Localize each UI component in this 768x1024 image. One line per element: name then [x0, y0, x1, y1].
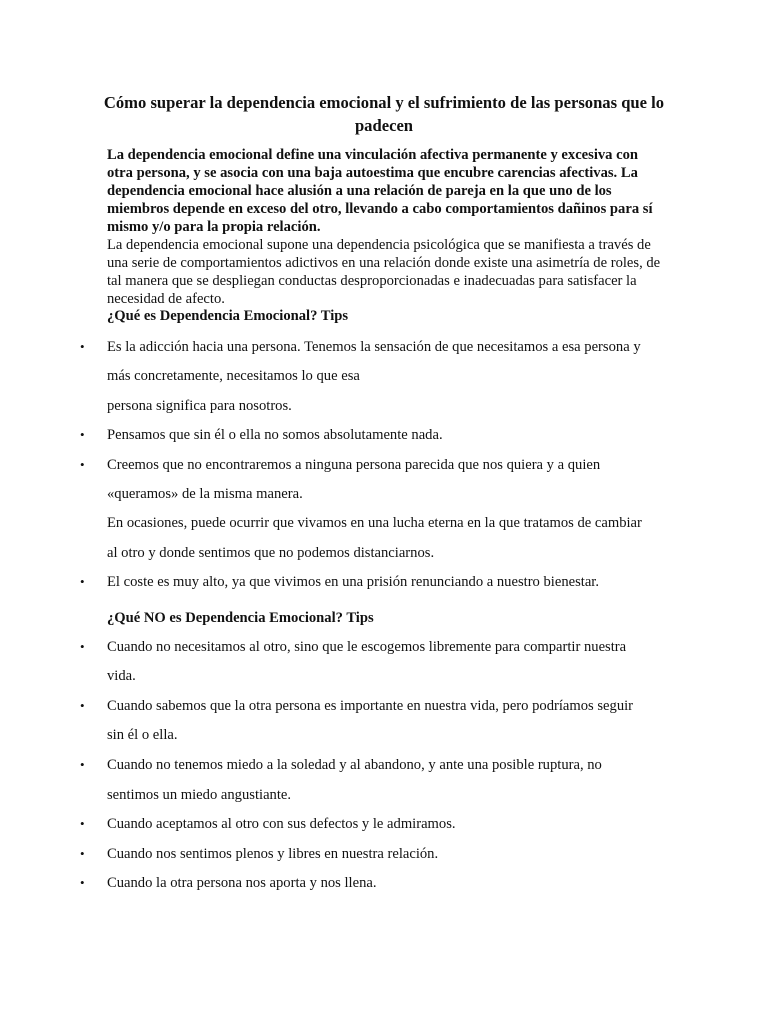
list-item-text: al otro y donde sentimos que no podemos distanciarnos.	[107, 545, 435, 561]
list-item-text: Cuando la otra persona nos aporta y nos llena.	[107, 875, 377, 891]
list-item-text: Pensamos que sin él o ella no somos absolutamente nada.	[107, 427, 443, 443]
bullet-icon: •	[80, 816, 85, 831]
bullet-icon: •	[80, 875, 85, 890]
list-item-text: Cuando sabemos que la otra persona es importante en nuestra vida, pero podríamos seguir	[107, 698, 634, 714]
bullet-icon: •	[80, 339, 85, 354]
list-item-text: sin él o ella.	[107, 727, 178, 743]
bullet-icon: •	[80, 757, 85, 772]
bullet-icon: •	[80, 427, 85, 442]
list-item-text: persona significa para nosotros.	[107, 398, 292, 414]
bullet-icon: •	[80, 457, 85, 472]
list-item-text: Cuando aceptamos al otro con sus defectos y le admiramos.	[107, 816, 456, 832]
bullet-icon: •	[80, 698, 85, 713]
list-item-text: más concretamente, necesitamos lo que esa	[107, 368, 360, 384]
list-item-text: El coste es muy alto, ya que vivimos en una prisión renunciando a nuestro bienestar.	[107, 574, 600, 590]
section-heading-what-is-not: ¿Qué NO es Dependencia Emocional? Tips	[107, 610, 374, 626]
list-item-text: «queramos» de la misma manera.	[107, 486, 303, 502]
section-heading-what-is: ¿Qué es Dependencia Emocional? Tips	[107, 308, 349, 324]
list-item-text: Cuando no necesitamos al otro, sino que le escogemos libremente para compartir nuestra	[107, 639, 627, 655]
bullet-icon: •	[80, 574, 85, 589]
list-item-text: Es la adicción hacia una persona. Tenemos la sensación de que necesitamos a esa persona y	[107, 339, 641, 355]
bullet-icon: •	[80, 639, 85, 654]
list-item-text: sentimos un miedo angustiante.	[107, 787, 292, 803]
body-paragraph: La dependencia emocional supone una dependencia psicológica que se manifiesta a través de una serie de comportamientos adictivos en una relación donde existe una asimetría de roles, de tal manera que se despliegan conductas desproporcionadas e inadecuadas para satisfacer la necesidad de afecto.	[107, 237, 661, 307]
document-title: Cómo superar la dependencia emocional y el sufrimiento de las personas que lo padecen	[103, 93, 665, 135]
list-item-text: Cuando nos sentimos plenos y libres en nuestra relación.	[107, 846, 439, 862]
list-item-text: En ocasiones, puede ocurrir que vivamos en una lucha eterna en la que tratamos de cambiar	[107, 515, 642, 531]
list-item-text: Creemos que no encontraremos a ninguna persona parecida que nos quiera y a quien	[107, 457, 601, 473]
bullet-icon: •	[80, 846, 85, 861]
intro-bold-paragraph: La dependencia emocional define una vinculación afectiva permanente y excesiva con otra persona, y se asocia con una baja autoestima que encubre carencias afectivas. La dependencia emocional hace alusión a una relación de pareja en la que uno de los miembros depende en exceso del otro, llevando a cabo comportamientos dañinos para sí mismo y/o para la propia relación.	[107, 147, 653, 235]
list-item-text: vida.	[107, 668, 136, 684]
list-item-text: Cuando no tenemos miedo a la soledad y al abandono, y ante una posible ruptura, no	[107, 757, 602, 773]
